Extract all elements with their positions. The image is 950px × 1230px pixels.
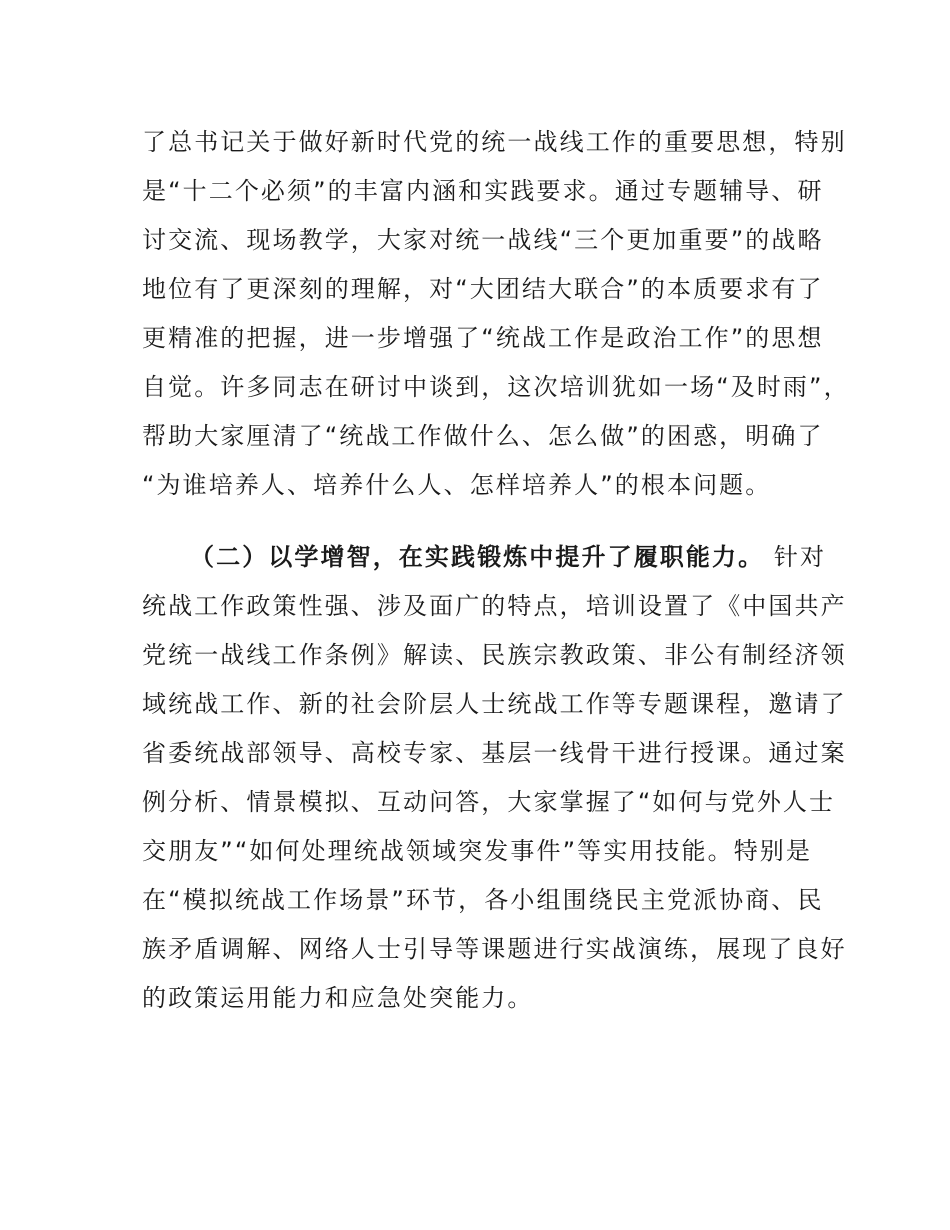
paragraph-2-line-8: 族矛盾调解、网络人士引导等课题进行实战演练，展现了良好 [142,935,847,963]
heading-tail-text: 针对 [764,543,827,571]
paragraph-1-line-2: 是“十二个必须”的丰富内涵和实践要求。通过专题辅导、研 [142,177,824,205]
paragraph-1-line-4: 地位有了更深刻的理解，对“大团结大联合”的本质要求有了 [142,275,824,303]
paragraph-2-line-9: 的政策运用能力和应急处突能力。 [142,984,534,1012]
paragraph-2-line-3: 域统战工作、新的社会阶层人士统战工作等专题课程，邀请了 [142,690,847,718]
section-heading: （二）以学增智，在实践锻炼中提升了履职能力。 [190,543,765,571]
paragraph-2-line-2: 党统一战线工作条例》解读、民族宗教政策、非公有制经济领 [142,641,847,669]
paragraph-2-line-6: 交朋友”“如何处理统战领域突发事件”等实用技能。特别是 [142,837,812,865]
paragraph-1-line-1: 了总书记关于做好新时代党的统一战线工作的重要思想，特别 [142,128,847,156]
paragraph-2-heading-line [190,537,826,577]
paragraph-2-line-4: 省委统战部领导、高校专家、基层一线骨干进行授课。通过案 [142,739,847,767]
paragraph-1-line-6: 自觉。许多同志在研讨中谈到，这次培训犹如一场“及时雨”， [142,373,850,401]
paragraph-1-line-5: 更精准的把握，进一步增强了“统战工作是政治工作”的思想 [142,324,824,352]
paragraph-1-line-7: 帮助大家厘清了“统战工作做什么、怎么做”的困惑，明确了 [142,422,824,450]
paragraph-2-line-5: 例分析、情景模拟、互动问答，大家掌握了“如何与党外人士 [142,788,836,816]
paragraph-1-line-8: “为谁培养人、培养什么人、怎样培养人”的根本问题。 [142,471,772,499]
paragraph-1-line-3: 讨交流、现场教学，大家对统一战线“三个更加重要”的战略 [142,226,824,254]
paragraph-2-line-7: 在“模拟统战工作场景”环节，各小组围绕民主党派协商、民 [142,886,824,914]
paragraph-2-line-1: 统战工作政策性强、涉及面广的特点，培训设置了《中国共产 [142,592,847,620]
